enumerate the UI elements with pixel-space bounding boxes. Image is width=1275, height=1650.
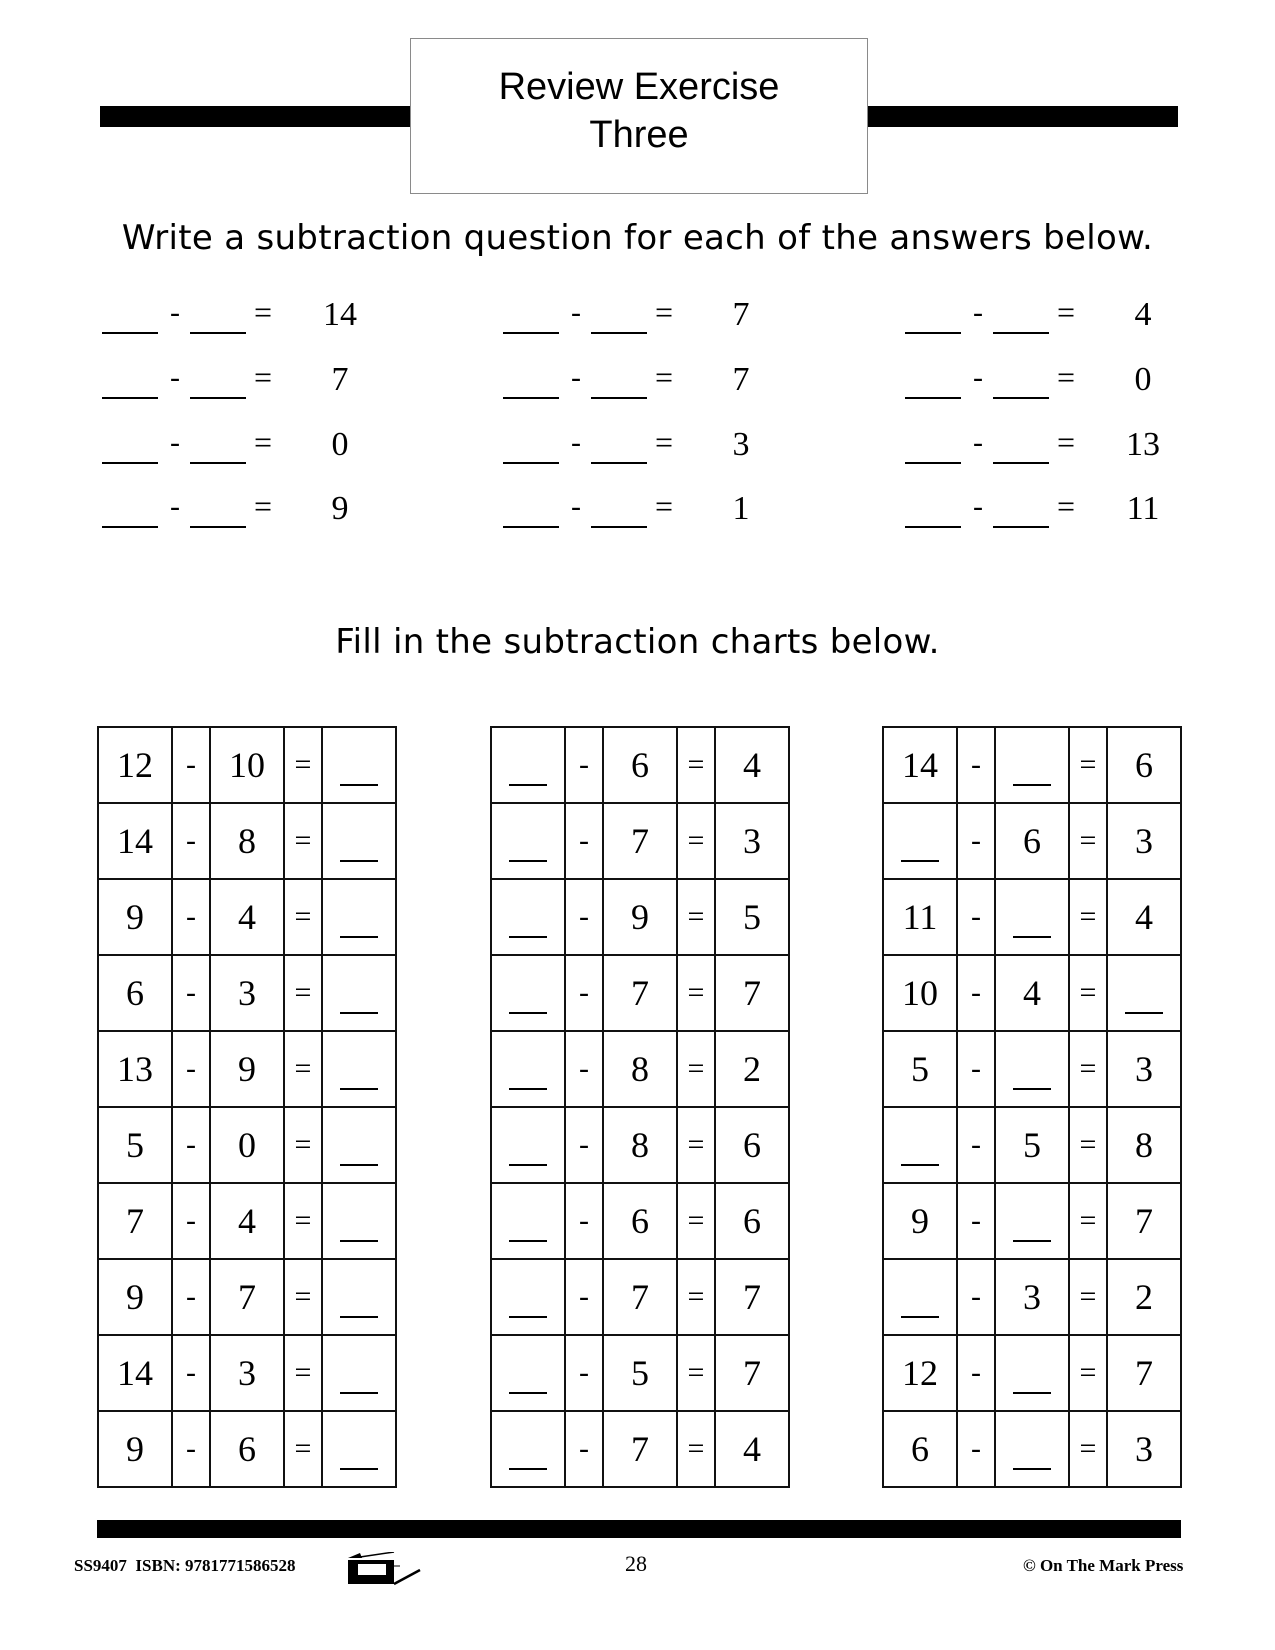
minus-sign: - (571, 490, 581, 523)
chart-row (98, 879, 396, 955)
first-number-blank[interactable] (102, 397, 158, 399)
difference: 7 (715, 1335, 789, 1411)
blank-line (1013, 1240, 1051, 1242)
chart-row (98, 1031, 396, 1107)
blank-line (340, 1240, 378, 1242)
first-number-blank[interactable] (905, 462, 961, 464)
minuend-blank[interactable] (491, 1411, 565, 1487)
subtrahend: 7 (603, 1259, 677, 1335)
difference-blank[interactable] (322, 803, 396, 879)
subtrahend: 7 (210, 1259, 284, 1335)
subtrahend: 3 (995, 1259, 1069, 1335)
difference-blank[interactable] (322, 1183, 396, 1259)
blank-line (509, 784, 547, 786)
subtrahend-blank[interactable] (995, 727, 1069, 803)
difference: 8 (1107, 1107, 1181, 1183)
difference-blank[interactable] (322, 727, 396, 803)
chart-row (98, 1107, 396, 1183)
minuend: 9 (98, 1411, 172, 1487)
subtrahend: 6 (995, 803, 1069, 879)
chart-row (883, 1183, 1181, 1259)
minuend-blank[interactable] (491, 1335, 565, 1411)
minus-sign: - (957, 955, 995, 1031)
chart-row (98, 1411, 396, 1487)
minus-sign: - (571, 296, 581, 329)
subtrahend: 8 (603, 1107, 677, 1183)
blank-line (509, 1012, 547, 1014)
chart-row (883, 1031, 1181, 1107)
first-number-blank[interactable] (905, 526, 961, 528)
second-number-blank[interactable] (190, 397, 246, 399)
difference: 3 (1107, 803, 1181, 879)
answer-value: 7 (331, 361, 349, 398)
minus-sign: - (565, 1259, 603, 1335)
minus-sign: - (973, 490, 983, 523)
part2-instruction: Fill in the subtraction charts below. (335, 622, 940, 662)
subtraction-question (905, 486, 1245, 536)
second-number-blank[interactable] (993, 526, 1049, 528)
subtraction-chart-3 (882, 726, 1182, 1488)
equals-sign: = (284, 955, 322, 1031)
minuend-blank[interactable] (491, 1183, 565, 1259)
answer-value: 7 (732, 361, 750, 398)
difference: 6 (1107, 727, 1181, 803)
chart-row (883, 879, 1181, 955)
first-number-blank[interactable] (503, 332, 559, 334)
minus-sign: - (172, 803, 210, 879)
equals-sign: = (254, 359, 273, 395)
equals-sign: = (1069, 1411, 1107, 1487)
page-title (410, 38, 868, 194)
subtraction-question (102, 292, 442, 342)
equals-sign: = (1069, 727, 1107, 803)
equals-sign: = (254, 424, 273, 460)
blank-line (340, 1316, 378, 1318)
difference: 4 (715, 727, 789, 803)
subtraction-question (102, 422, 442, 472)
minus-sign: - (170, 296, 180, 329)
equals-sign: = (284, 1259, 322, 1335)
part1-instruction: Write a subtraction question for each of the answers below. (121, 218, 1154, 258)
minus-sign: - (172, 1335, 210, 1411)
minus-sign: - (957, 1107, 995, 1183)
equals-sign: = (1057, 424, 1076, 460)
first-number-blank[interactable] (905, 332, 961, 334)
minus-sign: - (565, 879, 603, 955)
blank-line (1013, 1392, 1051, 1394)
second-number-blank[interactable] (591, 397, 647, 399)
second-number-blank[interactable] (591, 332, 647, 334)
chart-row (491, 1107, 789, 1183)
difference: 2 (715, 1031, 789, 1107)
minus-sign: - (565, 955, 603, 1031)
subtrahend: 7 (603, 955, 677, 1031)
subtrahend: 7 (603, 803, 677, 879)
subtraction-question (905, 422, 1245, 472)
minus-sign: - (957, 1183, 995, 1259)
chart-row (883, 727, 1181, 803)
first-number-blank[interactable] (102, 462, 158, 464)
chart-row (883, 1259, 1181, 1335)
chart-row (98, 727, 396, 803)
minus-sign: - (172, 879, 210, 955)
minus-sign: - (957, 879, 995, 955)
minuend-blank[interactable] (491, 803, 565, 879)
difference: 7 (715, 955, 789, 1031)
minus-sign: - (172, 955, 210, 1031)
chart-row (883, 803, 1181, 879)
minuend: 11 (883, 879, 957, 955)
minuend-blank[interactable] (883, 1259, 957, 1335)
second-number-blank[interactable] (993, 397, 1049, 399)
equals-sign: = (1069, 1107, 1107, 1183)
blank-line (509, 1164, 547, 1166)
minuend: 14 (98, 1335, 172, 1411)
subtrahend: 9 (210, 1031, 284, 1107)
minus-sign: - (957, 727, 995, 803)
minuend-blank[interactable] (491, 1259, 565, 1335)
subtraction-question (102, 486, 442, 536)
answer-value: 0 (331, 426, 349, 463)
blank-line (340, 1088, 378, 1090)
chart-row (98, 803, 396, 879)
minuend-blank[interactable] (491, 879, 565, 955)
minuend-blank[interactable] (883, 1107, 957, 1183)
chart-row (491, 1335, 789, 1411)
header-bar-right (868, 106, 1178, 127)
blank-line (901, 1164, 939, 1166)
chart-row (491, 1031, 789, 1107)
equals-sign: = (1069, 879, 1107, 955)
equals-sign: = (677, 1031, 715, 1107)
chart-row (883, 1335, 1181, 1411)
second-number-blank[interactable] (190, 332, 246, 334)
answer-value: 11 (1126, 490, 1160, 527)
minuend: 5 (883, 1031, 957, 1107)
difference: 3 (1107, 1031, 1181, 1107)
difference-blank[interactable] (322, 1031, 396, 1107)
equals-sign: = (655, 488, 674, 524)
subtrahend: 4 (210, 879, 284, 955)
equals-sign: = (284, 1411, 322, 1487)
first-number-blank[interactable] (503, 397, 559, 399)
difference-blank[interactable] (322, 1411, 396, 1487)
blank-line (340, 936, 378, 938)
equals-sign: = (254, 488, 273, 524)
subtrahend: 7 (603, 1411, 677, 1487)
footer-copyright: © On The Mark Press (1023, 1556, 1184, 1575)
subtraction-question (905, 357, 1245, 407)
blank-line (340, 784, 378, 786)
difference-blank[interactable] (322, 955, 396, 1031)
equals-sign: = (655, 359, 674, 395)
blank-line (340, 1392, 378, 1394)
equals-sign: = (677, 1411, 715, 1487)
difference: 2 (1107, 1259, 1181, 1335)
equals-sign: = (284, 727, 322, 803)
subtrahend: 8 (603, 1031, 677, 1107)
equals-sign: = (1069, 955, 1107, 1031)
blank-line (340, 1012, 378, 1014)
minus-sign: - (565, 1107, 603, 1183)
equals-sign: = (284, 1183, 322, 1259)
equals-sign: = (677, 1335, 715, 1411)
blank-line (901, 1316, 939, 1318)
equals-sign: = (655, 294, 674, 330)
equals-sign: = (284, 879, 322, 955)
answer-value: 4 (1134, 296, 1152, 333)
subtraction-chart-1 (97, 726, 397, 1488)
subtrahend: 6 (603, 1183, 677, 1259)
blank-line (1013, 936, 1051, 938)
equals-sign: = (1069, 1259, 1107, 1335)
subtrahend: 5 (995, 1107, 1069, 1183)
subtraction-question (102, 357, 442, 407)
minus-sign: - (571, 426, 581, 459)
minus-sign: - (973, 296, 983, 329)
minus-sign: - (957, 1031, 995, 1107)
minus-sign: - (170, 361, 180, 394)
minuend-blank[interactable] (883, 803, 957, 879)
second-number-blank[interactable] (591, 462, 647, 464)
minuend: 6 (883, 1411, 957, 1487)
subtrahend: 4 (210, 1183, 284, 1259)
blank-line (1013, 784, 1051, 786)
subtrahend: 8 (210, 803, 284, 879)
page-number: 28 (625, 1551, 647, 1576)
chart-row (491, 955, 789, 1031)
chart-row (883, 955, 1181, 1031)
equals-sign: = (677, 1183, 715, 1259)
subtrahend-blank[interactable] (995, 1411, 1069, 1487)
subtrahend-blank[interactable] (995, 1335, 1069, 1411)
difference: 4 (715, 1411, 789, 1487)
blank-line (340, 1468, 378, 1470)
minus-sign: - (565, 803, 603, 879)
minus-sign: - (565, 1335, 603, 1411)
difference: 6 (715, 1183, 789, 1259)
subtraction-question (503, 486, 843, 536)
minus-sign: - (172, 1031, 210, 1107)
blank-line (509, 936, 547, 938)
blank-line (1125, 1012, 1163, 1014)
title-line-2: Three (589, 114, 689, 156)
minus-sign: - (172, 1411, 210, 1487)
equals-sign: = (677, 879, 715, 955)
subtraction-chart-2 (490, 726, 790, 1488)
difference: 4 (1107, 879, 1181, 955)
blank-line (340, 1164, 378, 1166)
minuend: 10 (883, 955, 957, 1031)
difference: 7 (1107, 1183, 1181, 1259)
second-number-blank[interactable] (993, 332, 1049, 334)
minus-sign: - (172, 1183, 210, 1259)
answer-value: 3 (732, 426, 750, 463)
minus-sign: - (957, 1259, 995, 1335)
minuend: 14 (883, 727, 957, 803)
first-number-blank[interactable] (102, 332, 158, 334)
chart-row (98, 1259, 396, 1335)
first-number-blank[interactable] (102, 526, 158, 528)
minuend: 9 (883, 1183, 957, 1259)
subtrahend: 0 (210, 1107, 284, 1183)
second-number-blank[interactable] (190, 526, 246, 528)
subtrahend: 6 (603, 727, 677, 803)
footer-bar (97, 1520, 1181, 1538)
minuend: 12 (98, 727, 172, 803)
minus-sign: - (565, 727, 603, 803)
difference: 3 (1107, 1411, 1181, 1487)
chart-row (98, 1183, 396, 1259)
subtrahend: 6 (210, 1411, 284, 1487)
subtrahend: 3 (210, 955, 284, 1031)
minuend: 7 (98, 1183, 172, 1259)
equals-sign: = (677, 727, 715, 803)
minus-sign: - (170, 426, 180, 459)
minuend-blank[interactable] (491, 1107, 565, 1183)
chart-row (98, 1335, 396, 1411)
footer-isbn: SS9407 ISBN: 9781771586528 (74, 1556, 296, 1575)
minuend: 14 (98, 803, 172, 879)
second-number-blank[interactable] (993, 462, 1049, 464)
second-number-blank[interactable] (190, 462, 246, 464)
blank-line (509, 1316, 547, 1318)
equals-sign: = (655, 424, 674, 460)
chart-row (491, 1183, 789, 1259)
subtrahend-blank[interactable] (995, 1183, 1069, 1259)
chart-row (491, 1411, 789, 1487)
difference-blank[interactable] (322, 879, 396, 955)
header-bar-left (100, 106, 410, 127)
difference-blank[interactable] (322, 1259, 396, 1335)
minus-sign: - (565, 1411, 603, 1487)
chart-row (883, 1107, 1181, 1183)
minus-sign: - (172, 727, 210, 803)
equals-sign: = (1057, 488, 1076, 524)
subtrahend: 3 (210, 1335, 284, 1411)
answer-value: 14 (323, 296, 357, 333)
blank-line (1013, 1468, 1051, 1470)
blank-line (509, 860, 547, 862)
equals-sign: = (284, 803, 322, 879)
minuend-blank[interactable] (491, 955, 565, 1031)
minuend: 13 (98, 1031, 172, 1107)
equals-sign: = (1069, 1031, 1107, 1107)
chart-row (883, 1411, 1181, 1487)
answer-value: 9 (331, 490, 349, 527)
book-icon (346, 1552, 422, 1586)
equals-sign: = (677, 1107, 715, 1183)
difference: 7 (715, 1259, 789, 1335)
first-number-blank[interactable] (905, 397, 961, 399)
chart-row (98, 955, 396, 1031)
blank-line (509, 1088, 547, 1090)
chart-row (491, 1259, 789, 1335)
equals-sign: = (284, 1107, 322, 1183)
second-number-blank[interactable] (591, 526, 647, 528)
blank-line (901, 860, 939, 862)
difference-blank[interactable] (322, 1335, 396, 1411)
equals-sign: = (254, 294, 273, 330)
equals-sign: = (677, 1259, 715, 1335)
subtrahend-blank[interactable] (995, 879, 1069, 955)
blank-line (340, 860, 378, 862)
first-number-blank[interactable] (503, 526, 559, 528)
minus-sign: - (172, 1107, 210, 1183)
minuend: 12 (883, 1335, 957, 1411)
chart-row (491, 879, 789, 955)
answer-value: 1 (732, 490, 750, 527)
minuend-blank[interactable] (491, 727, 565, 803)
minus-sign: - (170, 490, 180, 523)
difference-blank[interactable] (322, 1107, 396, 1183)
equals-sign: = (677, 955, 715, 1031)
equals-sign: = (284, 1335, 322, 1411)
blank-line (509, 1392, 547, 1394)
minus-sign: - (565, 1183, 603, 1259)
subtrahend: 10 (210, 727, 284, 803)
minus-sign: - (565, 1031, 603, 1107)
minus-sign: - (973, 361, 983, 394)
blank-line (509, 1468, 547, 1470)
subtraction-question (503, 292, 843, 342)
equals-sign: = (677, 803, 715, 879)
difference: 5 (715, 879, 789, 955)
chart-row (491, 803, 789, 879)
subtrahend: 9 (603, 879, 677, 955)
answer-value: 0 (1134, 361, 1152, 398)
minuend: 5 (98, 1107, 172, 1183)
first-number-blank[interactable] (503, 462, 559, 464)
difference: 3 (715, 803, 789, 879)
blank-line (1013, 1088, 1051, 1090)
minuend: 6 (98, 955, 172, 1031)
equals-sign: = (1057, 294, 1076, 330)
equals-sign: = (284, 1031, 322, 1107)
subtrahend: 4 (995, 955, 1069, 1031)
subtraction-question (503, 357, 843, 407)
minus-sign: - (957, 803, 995, 879)
difference: 6 (715, 1107, 789, 1183)
minuend: 9 (98, 1259, 172, 1335)
blank-line (509, 1240, 547, 1242)
minuend: 9 (98, 879, 172, 955)
minus-sign: - (973, 426, 983, 459)
subtraction-question (905, 292, 1245, 342)
title-line-1: Review Exercise (498, 66, 780, 108)
chart-row (491, 727, 789, 803)
subtraction-question (503, 422, 843, 472)
answer-value: 13 (1126, 426, 1160, 463)
equals-sign: = (1069, 1335, 1107, 1411)
equals-sign: = (1069, 803, 1107, 879)
minus-sign: - (172, 1259, 210, 1335)
minus-sign: - (957, 1411, 995, 1487)
minus-sign: - (571, 361, 581, 394)
equals-sign: = (1069, 1183, 1107, 1259)
minuend-blank[interactable] (491, 1031, 565, 1107)
difference-blank[interactable] (1107, 955, 1181, 1031)
subtrahend: 5 (603, 1335, 677, 1411)
subtrahend-blank[interactable] (995, 1031, 1069, 1107)
answer-value: 7 (732, 296, 750, 333)
difference: 7 (1107, 1335, 1181, 1411)
minus-sign: - (957, 1335, 995, 1411)
equals-sign: = (1057, 359, 1076, 395)
